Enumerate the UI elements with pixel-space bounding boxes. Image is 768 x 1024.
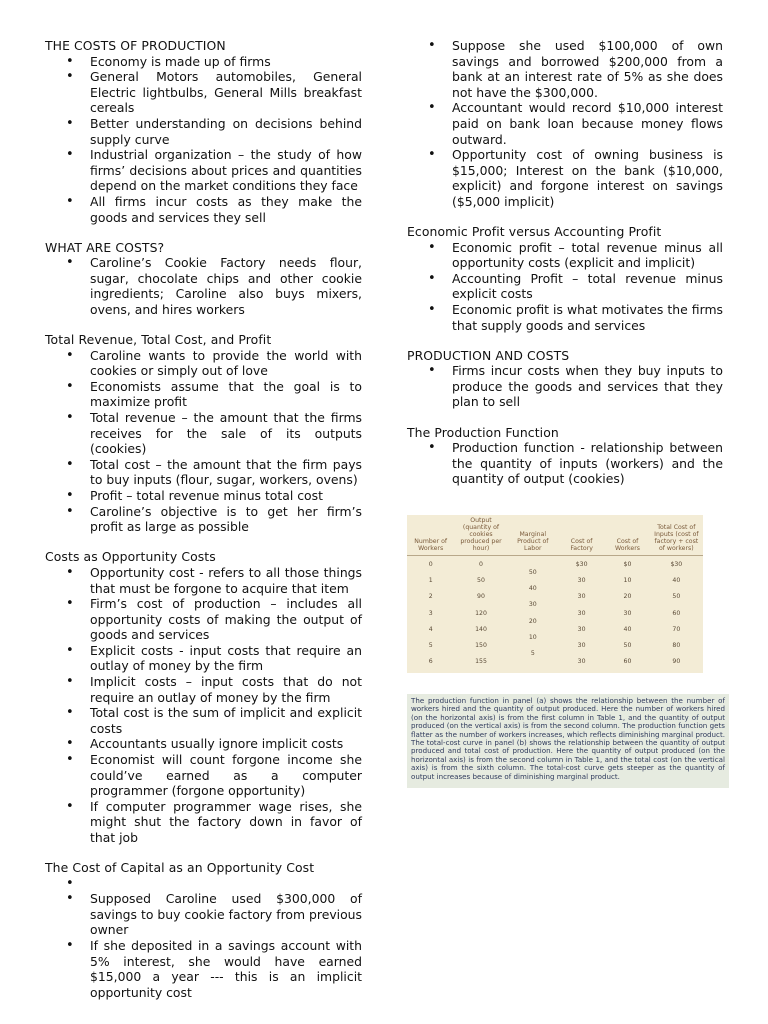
marginal-product-value: 50 (528, 568, 537, 576)
section-production-and-costs (407, 348, 723, 410)
bullet-list (45, 348, 362, 535)
table-cell (508, 654, 558, 670)
table-row (407, 556, 703, 573)
table-cell: 50 (672, 593, 681, 601)
table-cell (508, 556, 558, 576)
bullet-item: • Economists assume that the goal is to maximize profit (90, 379, 362, 410)
table-cell: 120 (475, 609, 487, 617)
table-cell: $30 (575, 560, 588, 568)
table-cell: 155 (475, 658, 487, 666)
table-cell: 30 (577, 625, 586, 633)
section-heading: Total Revenue, Total Cost, and Profit (45, 332, 272, 348)
table-row (407, 637, 703, 653)
table-cell: 40 (672, 576, 681, 584)
section-opportunity-costs (45, 549, 362, 845)
bullet-list (407, 240, 723, 334)
marginal-product-value: 40 (528, 584, 537, 592)
table-header-row (407, 515, 703, 556)
bullet-list (407, 38, 723, 210)
table-cell: 30 (577, 658, 586, 666)
table-cell (508, 605, 558, 625)
bullet-item: • Opportunity cost of owning business is $15,000; Interest on the bank ($10,000, explicit) and forgone interest on savings ($5,000 implicit) (452, 147, 723, 209)
bullet-item: • Accountants usually ignore implicit costs (90, 736, 362, 752)
bullet-item: • Economy is made up of firms (90, 54, 362, 70)
table-row (407, 654, 703, 670)
production-table (407, 515, 703, 670)
production-table-figure (407, 515, 703, 673)
bullet-item-empty (90, 876, 362, 892)
table-cell: 1 (428, 576, 433, 584)
bullet-item: • If computer programmer wage rises, she might shut the factory down in favor of that job (90, 799, 362, 846)
section-heading: PRODUCTION AND COSTS (407, 347, 570, 363)
figure-caption: The production function in panel (a) shows the relationship between the number of workers hired and the quantity of output produced. Here the number of workers hired (on the horizontal axis) is from the first column in Table 1, and the quantity of output produced (on the vertical axis) is from the second column. The production function gets flatter as the number of workers increases, which reflects diminishing marginal product. The total-cost curve in panel (b) shows the relationship between the quantity of output produced and total cost of production. Here the quantity of output produced (on the horizontal axis) is from the second column in Table 1, and the total cost (on the vertical axis) is from the sixth column. The total-cost curve gets steeper as the quantity of output increases because of diminishing marginal product. (407, 694, 729, 788)
section-heading: THE COSTS OF PRODUCTION (45, 38, 226, 53)
bullet-item: • Total cost – the amount that the firm pays to buy inputs (flour, sugar, workers, ovens) (90, 457, 362, 488)
marginal-product-value: 30 (528, 601, 537, 609)
table-cell: 30 (577, 609, 586, 617)
section-heading: Economic Profit versus Accounting Profit (407, 224, 662, 240)
table-cell: 30 (577, 642, 586, 650)
table-cell (508, 589, 558, 609)
table-cell (508, 637, 558, 658)
section-cost-of-capital (45, 860, 362, 1000)
header-output: Output (quantity of cookies produced per hour) (454, 515, 507, 556)
table-cell: 40 (623, 625, 632, 633)
table-cell: 0 (428, 560, 433, 568)
table-cell: $30 (670, 560, 683, 568)
table-cell: 0 (479, 560, 483, 568)
bullet-item: • Opportunity cost - refers to all those things that must be forgone to acquire that item (90, 565, 362, 596)
bullet-item: • Better understanding on decisions behind supply curve (90, 116, 362, 147)
table-cell: 30 (577, 576, 586, 584)
table-cell: 6 (428, 658, 433, 666)
bullet-item: • Caroline wants to provide the world with cookies or simply out of love (90, 348, 362, 379)
bullet-item: • Firm’s cost of production – includes all opportunity costs of making the output of goods and services (90, 596, 362, 643)
section-heading: Costs as Opportunity Costs (45, 549, 216, 565)
table-cell: 60 (623, 658, 632, 666)
bullet-item: • Production function - relationship between the quantity of inputs (workers) and the quantity of output (cookies) (452, 440, 723, 487)
left-column (45, 38, 362, 1015)
section-costs-of-production (45, 38, 362, 225)
marginal-product-value: 10 (528, 633, 537, 641)
table-row (407, 572, 703, 588)
bullet-item: • Caroline’s Cookie Factory needs flour, sugar, chocolate chips and other cookie ingredients; Caroline also buys mixers, ovens, and hires workers (90, 255, 362, 317)
table-cell: 90 (672, 658, 681, 666)
bullet-item: • Accountant would record $10,000 interest paid on bank loan because money flows outward. (452, 100, 723, 147)
table-row (407, 605, 703, 621)
table-cell: 2 (428, 593, 433, 601)
table-row (407, 589, 703, 605)
section-what-are-costs (45, 240, 362, 318)
bullet-item: • General Motors automobiles, General Electric lightbulbs, General Mills breakfast cereals (90, 69, 362, 116)
table-cell: 4 (428, 625, 433, 633)
table-row (407, 621, 703, 637)
section-total-revenue (45, 332, 362, 535)
bullet-item: • All firms incur costs as they make the goods and services they sell (90, 194, 362, 225)
bullet-item: • Caroline’s objective is to get her firm’s profit as large as possible (90, 504, 362, 535)
bullet-item: • If she deposited in a savings account with 5% interest, she would have earned $15,000 a year --- this is an implicit opportunity cost (90, 938, 362, 1000)
table-cell: 80 (672, 642, 681, 650)
bullet-list (45, 565, 362, 846)
bullet-item: • Total revenue – the amount that the firms receives for the sale of its outputs (cookies) (90, 410, 362, 457)
table-cell: 20 (623, 593, 632, 601)
section-heading: The Production Function (407, 424, 559, 440)
section-economic-profit (407, 224, 723, 333)
bullet-item: • Accounting Profit – total revenue minus explicit costs (452, 271, 723, 302)
bullet-list (407, 440, 723, 487)
bullet-list (45, 255, 362, 317)
section-heading: WHAT ARE COSTS? (45, 239, 165, 255)
bullet-item: • Industrial organization – the study of how firms’ decisions about prices and quantities depend on the market conditions they face (90, 147, 362, 194)
bullet-item: • Economic profit – total revenue minus all opportunity costs (explicit and implicit) (452, 240, 723, 271)
section-heading: The Cost of Capital as an Opportunity Cost (45, 860, 315, 876)
bullet-item: • Total cost is the sum of implicit and explicit costs (90, 705, 362, 736)
header-marginal-product: Marginal Product of Labor (508, 515, 558, 556)
marginal-product-value: 20 (528, 617, 537, 625)
bullet-item: • Suppose she used $100,000 of own savings and borrowed $200,000 from a bank at an interest rate of 5% as she does not have the $300,000. (452, 38, 723, 100)
table-cell: 90 (477, 593, 485, 601)
bullet-list (45, 54, 362, 226)
bullet-list (407, 363, 723, 410)
table-cell: 30 (577, 593, 586, 601)
table-cell (508, 572, 558, 592)
header-total-cost: Total Cost of Inputs (cost of factory + cost of workers) (650, 515, 703, 556)
bullet-item: • Supposed Caroline used $300,000 of savings to buy cookie factory from previous owner (90, 891, 362, 938)
table-cell: 30 (623, 609, 632, 617)
bullet-item: • Economist will count forgone income she could’ve earned as a computer programmer (forgone opportunity) (90, 752, 362, 799)
table-cell: $0 (623, 560, 632, 568)
bullet-item: • Explicit costs - input costs that require an outlay of money by the firm (90, 643, 362, 674)
bullet-list (45, 876, 362, 1001)
bullet-item: • Firms incur costs when they buy inputs to produce the goods and services that they plan to sell (452, 363, 723, 410)
bullet-item: • Implicit costs – input costs that do not require an outlay of money by the firm (90, 674, 362, 705)
section-production-function (407, 425, 723, 487)
table-cell: 10 (623, 576, 632, 584)
table-cell: 60 (672, 609, 681, 617)
table-cell: 5 (428, 642, 433, 650)
header-workers: Number of Workers (407, 515, 454, 556)
table-cell: 140 (475, 625, 487, 633)
table-cell: 70 (672, 625, 681, 633)
section-capital-continued (407, 38, 723, 210)
table-cell (508, 621, 558, 641)
marginal-product-value: 5 (530, 650, 535, 658)
header-cost-factory: Cost of Factory (558, 515, 605, 556)
table-cell: 50 (623, 642, 632, 650)
right-column (407, 38, 723, 501)
header-cost-workers: Cost of Workers (605, 515, 649, 556)
table-cell: 3 (428, 609, 433, 617)
bullet-item: • Economic profit is what motivates the firms that supply goods and services (452, 302, 723, 333)
bullet-item: • Profit – total revenue minus total cost (90, 488, 362, 504)
table-cell: 150 (475, 642, 487, 650)
table-cell: 50 (477, 576, 485, 584)
